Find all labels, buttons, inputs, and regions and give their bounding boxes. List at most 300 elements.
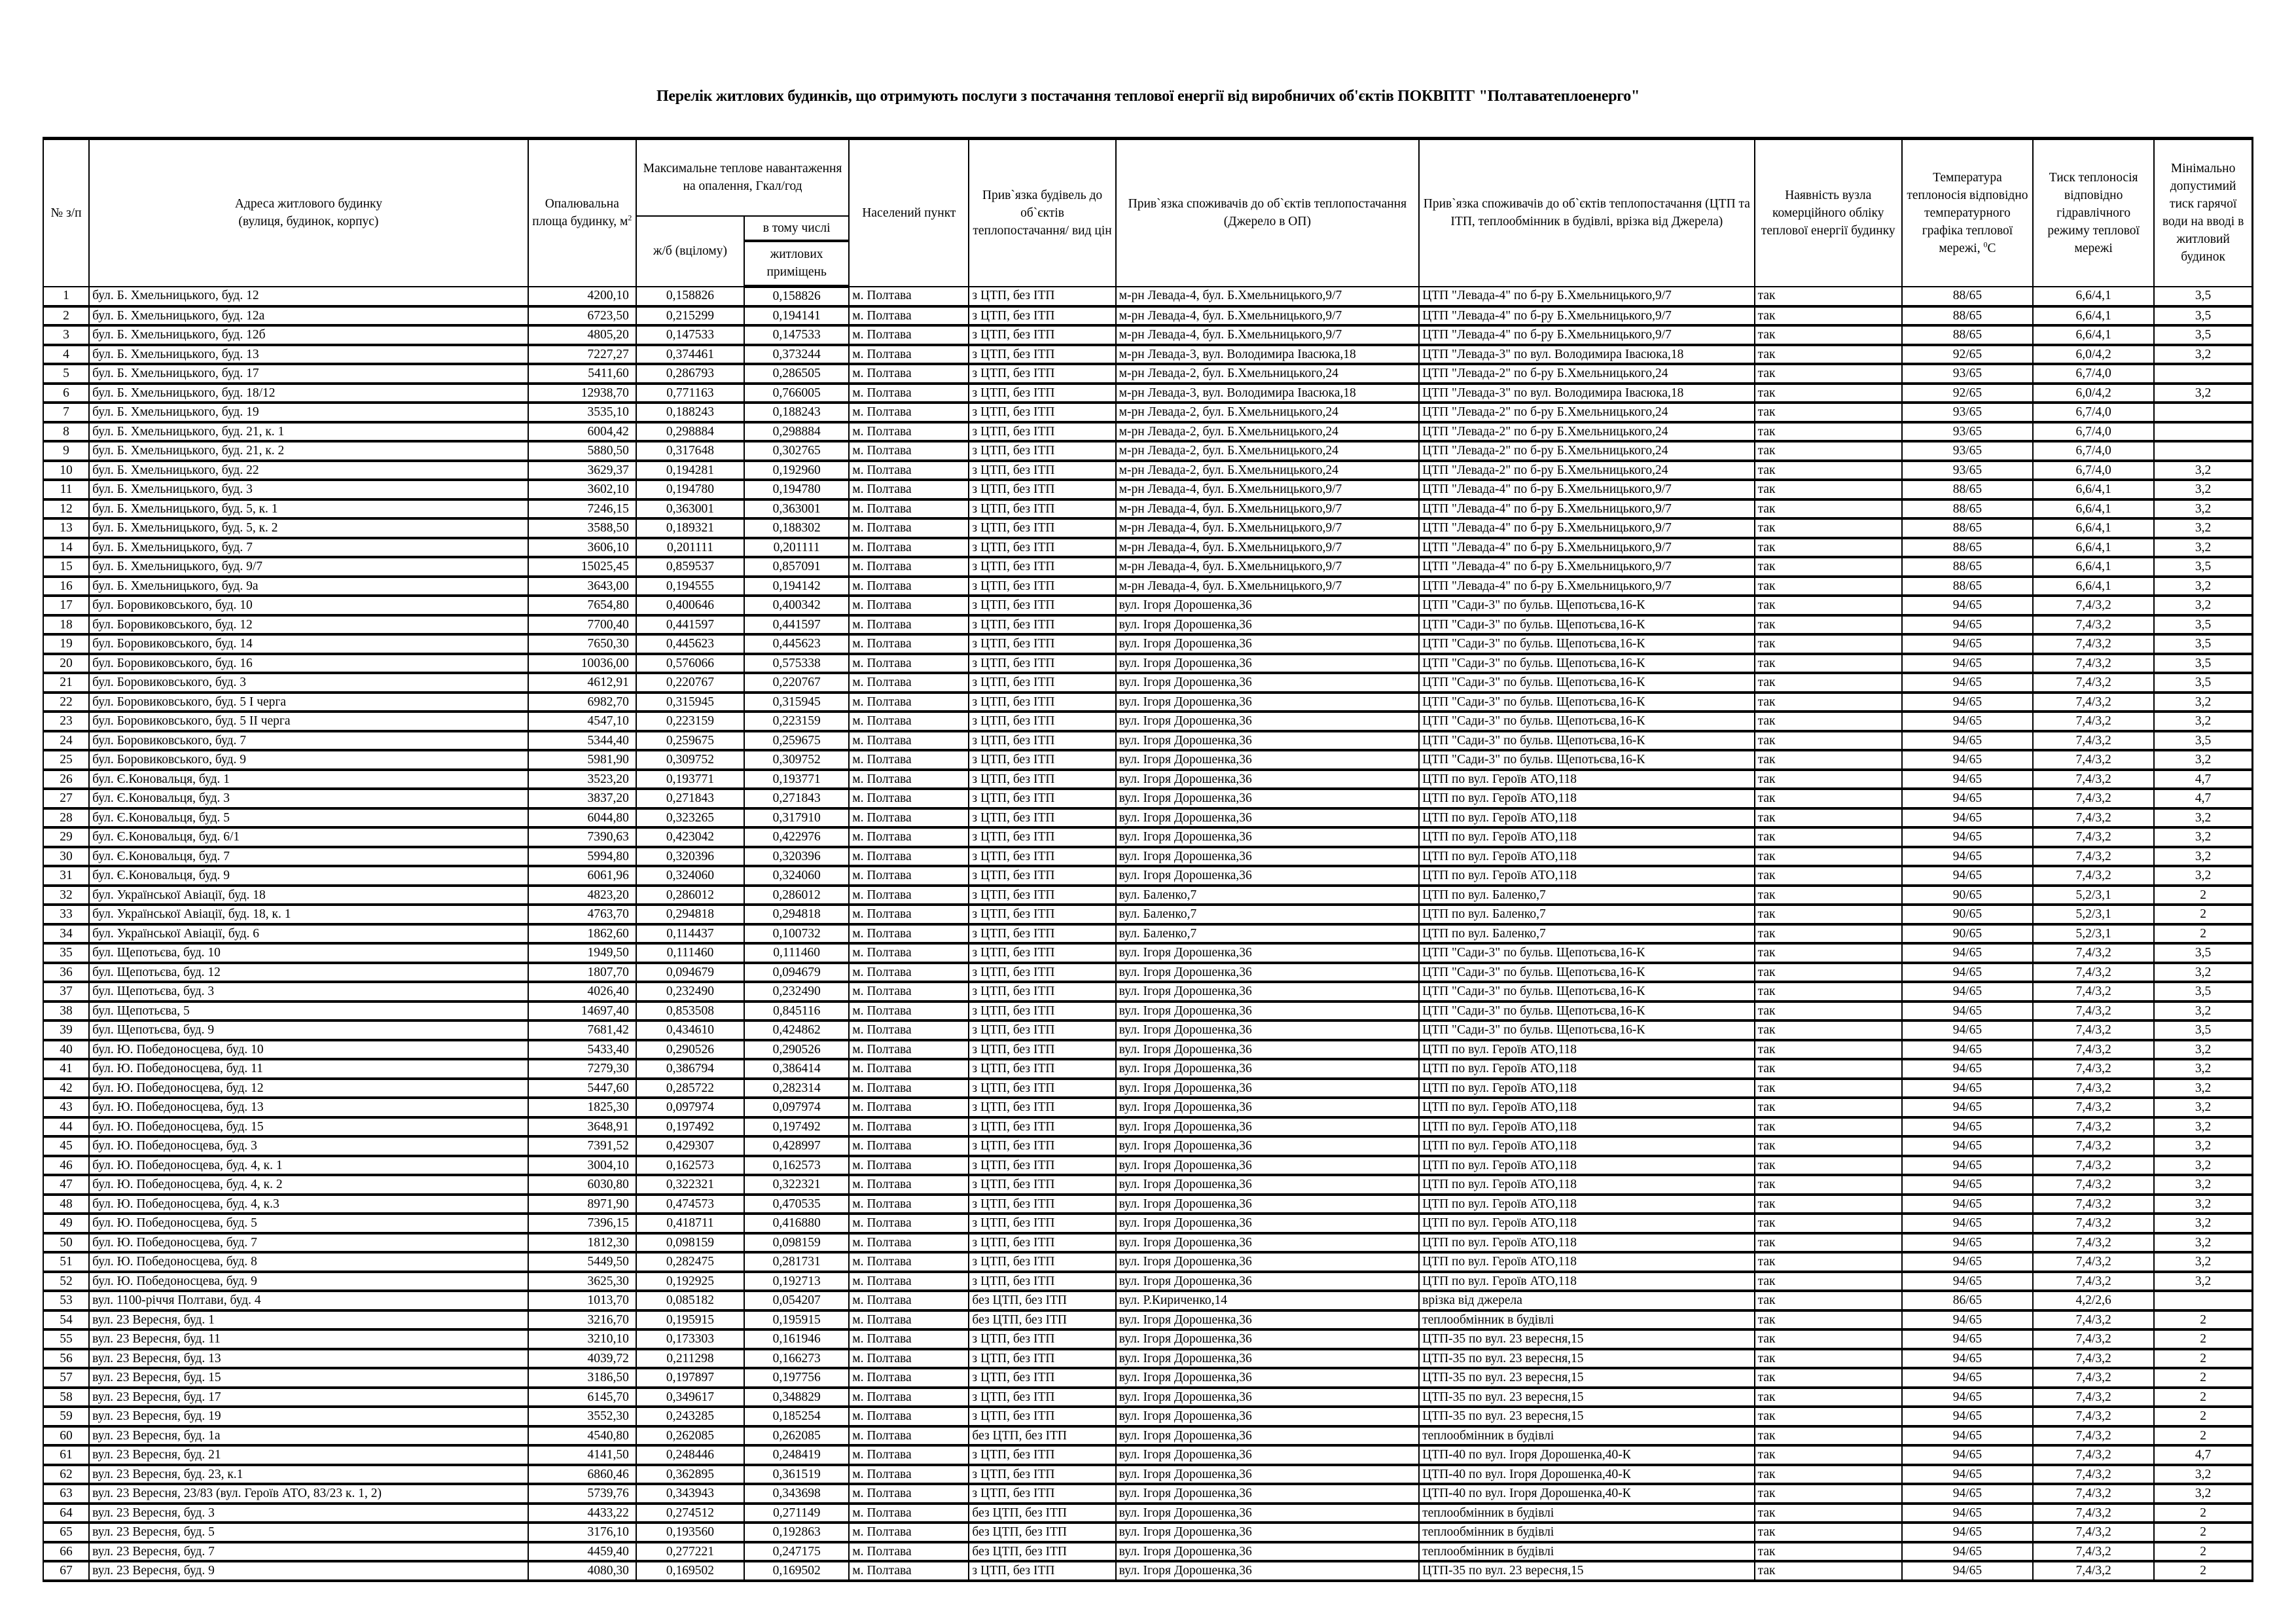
cell-heated-area: 4459,40	[528, 1542, 636, 1562]
cell-pressure-mode: 7,4/3,2	[2033, 1195, 2154, 1214]
cell-pressure-mode: 7,4/3,2	[2033, 1561, 2154, 1581]
table-row	[43, 1445, 2253, 1465]
cell-settlement: м. Полтава	[849, 384, 969, 403]
cell-metering-status: так	[1755, 827, 1902, 847]
cell-min-pressure: 3,2	[2154, 538, 2252, 558]
cell-temperature-schedule: 94/65	[1902, 1349, 2033, 1369]
cell-ctp-binding: ЦТП "Левада-4" по б-ру Б.Хмельницького,9/7	[1419, 325, 1755, 345]
cell-settlement: м. Полтава	[849, 847, 969, 867]
cell-address: бул. Боровиковського, буд. 5 І черга	[89, 693, 528, 712]
cell-building-binding: з ЦТП, без ІТП	[969, 1156, 1115, 1176]
cell-row-number: 30	[43, 847, 89, 867]
cell-row-number: 23	[43, 712, 89, 731]
cell-pressure-mode: 7,4/3,2	[2033, 808, 2154, 828]
cell-source-binding: вул. Ігоря Дорошенка,36	[1116, 1349, 1419, 1369]
cell-load-residential: 0,309752	[744, 750, 849, 770]
cell-load-total: 0,322321	[636, 1175, 744, 1195]
cell-load-total: 0,271843	[636, 789, 744, 808]
table-row	[43, 557, 2253, 577]
cell-address: вул. 23 Вересня, буд. 13	[89, 1349, 528, 1369]
cell-ctp-binding: ЦТП "Левада-4" по б-ру Б.Хмельницького,9/7	[1419, 306, 1755, 326]
cell-settlement: м. Полтава	[849, 364, 969, 384]
cell-settlement: м. Полтава	[849, 538, 969, 558]
cell-temperature-schedule: 94/65	[1902, 770, 2033, 789]
cell-load-total: 0,188243	[636, 403, 744, 422]
cell-load-total: 0,363001	[636, 499, 744, 519]
cell-ctp-binding: ЦТП по вул. Героїв АТО,118	[1419, 1214, 1755, 1233]
cell-settlement: м. Полтава	[849, 982, 969, 1001]
table-row	[43, 1349, 2253, 1369]
cell-load-total: 0,434610	[636, 1020, 744, 1040]
cell-temperature-schedule: 94/65	[1902, 1388, 2033, 1407]
cell-load-total: 0,223159	[636, 712, 744, 731]
cell-row-number: 64	[43, 1504, 89, 1523]
cell-settlement: м. Полтава	[849, 306, 969, 326]
cell-source-binding: вул. Ігоря Дорошенка,36	[1116, 1329, 1419, 1349]
cell-ctp-binding: ЦТП "Левада-4" по б-ру Б.Хмельницького,9/7	[1419, 557, 1755, 577]
cell-load-total: 0,169502	[636, 1561, 744, 1581]
cell-source-binding: вул. Ігоря Дорошенка,36	[1116, 1156, 1419, 1176]
table-row	[43, 1020, 2253, 1040]
cell-temperature-schedule: 90/65	[1902, 905, 2033, 924]
cell-address: бул. Ю. Победоносцева, буд. 4, к. 2	[89, 1175, 528, 1195]
cell-load-total: 0,173303	[636, 1329, 744, 1349]
cell-settlement: м. Полтава	[849, 1445, 969, 1465]
cell-min-pressure: 2	[2154, 924, 2252, 944]
cell-row-number: 39	[43, 1020, 89, 1040]
cell-load-total: 0,243285	[636, 1407, 744, 1426]
cell-building-binding: з ЦТП, без ІТП	[969, 1195, 1115, 1214]
cell-source-binding: вул. Ігоря Дорошенка,36	[1116, 1175, 1419, 1195]
cell-load-residential: 0,193771	[744, 770, 849, 789]
cell-row-number: 10	[43, 461, 89, 480]
cell-pressure-mode: 5,2/3,1	[2033, 924, 2154, 944]
cell-heated-area: 4433,22	[528, 1504, 636, 1523]
cell-load-total: 0,286012	[636, 886, 744, 905]
cell-metering-status: так	[1755, 982, 1902, 1001]
cell-pressure-mode: 7,4/3,2	[2033, 789, 2154, 808]
header-max-load: Максимальне теплове навантаження на опалення, Гкал/год	[636, 139, 849, 216]
cell-load-total: 0,192925	[636, 1272, 744, 1291]
table-row	[43, 461, 2253, 480]
table-body	[43, 287, 2253, 1581]
cell-heated-area: 3004,10	[528, 1156, 636, 1176]
cell-settlement: м. Полтава	[849, 287, 969, 306]
cell-row-number: 29	[43, 827, 89, 847]
cell-heated-area: 5994,80	[528, 847, 636, 867]
cell-building-binding: з ЦТП, без ІТП	[969, 1349, 1115, 1369]
table-row	[43, 1407, 2253, 1426]
cell-temperature-schedule: 94/65	[1902, 1020, 2033, 1040]
cell-row-number: 67	[43, 1561, 89, 1581]
cell-settlement: м. Полтава	[849, 615, 969, 635]
cell-building-binding: з ЦТП, без ІТП	[969, 654, 1115, 674]
cell-pressure-mode: 7,4/3,2	[2033, 1329, 2154, 1349]
cell-address: бул. Української Авіації, буд. 6	[89, 924, 528, 944]
cell-load-residential: 0,185254	[744, 1407, 849, 1426]
cell-load-residential: 0,290526	[744, 1040, 849, 1060]
cell-ctp-binding: ЦТП-35 по вул. 23 вересня,15	[1419, 1561, 1755, 1581]
cell-ctp-binding: ЦТП "Левада-2" по б-ру Б.Хмельницького,24	[1419, 422, 1755, 442]
cell-settlement: м. Полтава	[849, 905, 969, 924]
cell-source-binding: вул. Ігоря Дорошенка,36	[1116, 1233, 1419, 1253]
cell-metering-status: так	[1755, 1136, 1902, 1156]
cell-settlement: м. Полтава	[849, 770, 969, 789]
cell-settlement: м. Полтава	[849, 1059, 969, 1079]
cell-temperature-schedule: 94/65	[1902, 1407, 2033, 1426]
cell-source-binding: м-рн Левада-4, бул. Б.Хмельницького,9/7	[1116, 480, 1419, 499]
cell-building-binding: з ЦТП, без ІТП	[969, 905, 1115, 924]
cell-metering-status: так	[1755, 615, 1902, 635]
cell-heated-area: 7246,15	[528, 499, 636, 519]
cell-ctp-binding: ЦТП по вул. Героїв АТО,118	[1419, 770, 1755, 789]
cell-address: вул. 23 Вересня, буд. 21	[89, 1445, 528, 1465]
cell-ctp-binding: ЦТП "Левада-4" по б-ру Б.Хмельницького,9/7	[1419, 518, 1755, 538]
cell-address: бул. Є.Коновальця, буд. 5	[89, 808, 528, 828]
table-row	[43, 364, 2253, 384]
cell-heated-area: 7650,30	[528, 634, 636, 654]
cell-heated-area: 6860,46	[528, 1465, 636, 1485]
cell-ctp-binding: ЦТП по вул. Героїв АТО,118	[1419, 866, 1755, 886]
cell-address: бул. Б. Хмельницького, буд. 5, к. 1	[89, 499, 528, 519]
cell-row-number: 14	[43, 538, 89, 558]
cell-load-residential: 0,470535	[744, 1195, 849, 1214]
cell-address: бул. Б. Хмельницького, буд. 12а	[89, 306, 528, 326]
cell-pressure-mode: 7,4/3,2	[2033, 1079, 2154, 1098]
cell-metering-status: так	[1755, 480, 1902, 499]
cell-source-binding: вул. Ігоря Дорошенка,36	[1116, 770, 1419, 789]
cell-ctp-binding: теплообмінник в будівлі	[1419, 1523, 1755, 1542]
cell-row-number: 56	[43, 1349, 89, 1369]
cell-pressure-mode: 7,4/3,2	[2033, 1098, 2154, 1117]
cell-temperature-schedule: 94/65	[1902, 1059, 2033, 1079]
cell-min-pressure: 3,2	[2154, 384, 2252, 403]
cell-pressure-mode: 6,0/4,2	[2033, 345, 2154, 365]
cell-source-binding: вул. Ігоря Дорошенка,36	[1116, 1001, 1419, 1021]
cell-address: бул. Ю. Победоносцева, буд. 4, к. 1	[89, 1156, 528, 1176]
cell-building-binding: з ЦТП, без ІТП	[969, 499, 1115, 519]
cell-settlement: м. Полтава	[849, 712, 969, 731]
cell-settlement: м. Полтава	[849, 1175, 969, 1195]
cell-ctp-binding: ЦТП по вул. Героїв АТО,118	[1419, 789, 1755, 808]
cell-heated-area: 6044,80	[528, 808, 636, 828]
cell-load-residential: 0,192863	[744, 1523, 849, 1542]
cell-load-total: 0,349617	[636, 1388, 744, 1407]
cell-row-number: 25	[43, 750, 89, 770]
cell-min-pressure: 3,5	[2154, 654, 2252, 674]
cell-row-number: 37	[43, 982, 89, 1001]
cell-min-pressure: 3,2	[2154, 1195, 2252, 1214]
cell-load-total: 0,320396	[636, 847, 744, 867]
cell-address: вул. 23 Вересня, буд. 5	[89, 1523, 528, 1542]
cell-load-total: 0,418711	[636, 1214, 744, 1233]
cell-row-number: 61	[43, 1445, 89, 1465]
cell-source-binding: вул. Ігоря Дорошенка,36	[1116, 731, 1419, 751]
cell-metering-status: так	[1755, 1040, 1902, 1060]
cell-settlement: м. Полтава	[849, 924, 969, 944]
cell-settlement: м. Полтава	[849, 1156, 969, 1176]
cell-load-residential: 0,766005	[744, 384, 849, 403]
table-row	[43, 1079, 2253, 1098]
cell-heated-area: 15025,45	[528, 557, 636, 577]
cell-address: бул. Б. Хмельницького, буд. 21, к. 2	[89, 441, 528, 461]
table-row	[43, 422, 2253, 442]
cell-ctp-binding: ЦТП "Сади-3" по бульв. Щепотьєва,16-К	[1419, 731, 1755, 751]
table-row	[43, 1368, 2253, 1388]
cell-row-number: 8	[43, 422, 89, 442]
table-row	[43, 1001, 2253, 1021]
cell-metering-status: так	[1755, 1561, 1902, 1581]
cell-temperature-schedule: 88/65	[1902, 480, 2033, 499]
cell-heated-area: 1825,30	[528, 1098, 636, 1117]
cell-load-residential: 0,320396	[744, 847, 849, 867]
cell-heated-area: 1949,50	[528, 943, 636, 963]
cell-heated-area: 4805,20	[528, 325, 636, 345]
cell-row-number: 46	[43, 1156, 89, 1176]
cell-load-residential: 0,857091	[744, 557, 849, 577]
cell-settlement: м. Полтава	[849, 654, 969, 674]
cell-temperature-schedule: 93/65	[1902, 461, 2033, 480]
cell-metering-status: так	[1755, 499, 1902, 519]
cell-min-pressure: 2	[2154, 905, 2252, 924]
cell-settlement: м. Полтава	[849, 693, 969, 712]
cell-source-binding: м-рн Левада-4, бул. Б.Хмельницького,9/7	[1116, 325, 1419, 345]
cell-settlement: м. Полтава	[849, 557, 969, 577]
cell-building-binding: з ЦТП, без ІТП	[969, 1098, 1115, 1117]
cell-row-number: 3	[43, 325, 89, 345]
cell-address: бул. Ю. Победоносцева, буд. 15	[89, 1117, 528, 1137]
cell-address: бул. Б. Хмельницького, буд. 5, к. 2	[89, 518, 528, 538]
cell-pressure-mode: 6,6/4,1	[2033, 306, 2154, 326]
cell-address: бул. Ю. Победоносцева, буд. 5	[89, 1214, 528, 1233]
cell-load-total: 0,114437	[636, 924, 744, 944]
cell-settlement: м. Полтава	[849, 1484, 969, 1504]
cell-load-residential: 0,441597	[744, 615, 849, 635]
cell-temperature-schedule: 88/65	[1902, 325, 2033, 345]
cell-min-pressure: 3,2	[2154, 1079, 2252, 1098]
table-row	[43, 1465, 2253, 1485]
cell-pressure-mode: 7,4/3,2	[2033, 693, 2154, 712]
cell-ctp-binding: ЦТП "Сади-3" по бульв. Щепотьєва,16-К	[1419, 750, 1755, 770]
header-address-line2: (вулиця, будинок, корпус)	[238, 215, 379, 229]
cell-building-binding: з ЦТП, без ІТП	[969, 1465, 1115, 1485]
cell-settlement: м. Полтава	[849, 422, 969, 442]
cell-address: бул. Боровиковського, буд. 10	[89, 596, 528, 615]
cell-heated-area: 6982,70	[528, 693, 636, 712]
cell-temperature-schedule: 94/65	[1902, 943, 2033, 963]
cell-load-total: 0,274512	[636, 1504, 744, 1523]
cell-load-total: 0,298884	[636, 422, 744, 442]
cell-address: бул. Ю. Победоносцева, буд. 8	[89, 1252, 528, 1272]
cell-ctp-binding: ЦТП по вул. Баленко,7	[1419, 905, 1755, 924]
cell-load-residential: 0,373244	[744, 345, 849, 365]
cell-load-total: 0,324060	[636, 866, 744, 886]
cell-load-residential: 0,188243	[744, 403, 849, 422]
cell-source-binding: вул. Ігоря Дорошенка,36	[1116, 1252, 1419, 1272]
cell-building-binding: з ЦТП, без ІТП	[969, 480, 1115, 499]
cell-pressure-mode: 7,4/3,2	[2033, 1252, 2154, 1272]
cell-load-total: 0,474573	[636, 1195, 744, 1214]
cell-source-binding: вул. Ігоря Дорошенка,36	[1116, 693, 1419, 712]
cell-load-total: 0,193771	[636, 770, 744, 789]
cell-temperature-schedule: 94/65	[1902, 1368, 2033, 1388]
cell-load-residential: 0,094679	[744, 963, 849, 983]
table-row	[43, 1504, 2253, 1523]
cell-pressure-mode: 7,4/3,2	[2033, 1484, 2154, 1504]
cell-address: бул. Боровиковського, буд. 7	[89, 731, 528, 751]
cell-row-number: 5	[43, 364, 89, 384]
cell-min-pressure: 2	[2154, 1426, 2252, 1446]
cell-source-binding: вул. Ігоря Дорошенка,36	[1116, 1020, 1419, 1040]
cell-row-number: 28	[43, 808, 89, 828]
cell-address: бул. Б. Хмельницького, буд. 18/12	[89, 384, 528, 403]
cell-ctp-binding: ЦТП по вул. Героїв АТО,118	[1419, 1156, 1755, 1176]
cell-min-pressure: 2	[2154, 1388, 2252, 1407]
cell-ctp-binding: ЦТП-35 по вул. 23 вересня,15	[1419, 1349, 1755, 1369]
cell-load-residential: 0,400342	[744, 596, 849, 615]
cell-row-number: 13	[43, 518, 89, 538]
cell-row-number: 12	[43, 499, 89, 519]
cell-min-pressure	[2154, 422, 2252, 442]
cell-min-pressure	[2154, 1291, 2252, 1310]
cell-heated-area: 7279,30	[528, 1059, 636, 1079]
cell-settlement: м. Полтава	[849, 1272, 969, 1291]
cell-min-pressure: 3,2	[2154, 480, 2252, 499]
cell-heated-area: 4141,50	[528, 1445, 636, 1465]
cell-heated-area: 7654,80	[528, 596, 636, 615]
cell-load-total: 0,194555	[636, 577, 744, 596]
table-row	[43, 905, 2253, 924]
cell-source-binding: м-рн Левада-3, вул. Володимира Івасюка,18	[1116, 345, 1419, 365]
cell-min-pressure: 3,2	[2154, 1252, 2252, 1272]
cell-row-number: 17	[43, 596, 89, 615]
cell-pressure-mode: 6,6/4,1	[2033, 538, 2154, 558]
cell-ctp-binding: ЦТП "Сади-3" по бульв. Щепотьєва,16-К	[1419, 982, 1755, 1001]
cell-source-binding: м-рн Левада-4, бул. Б.Хмельницького,9/7	[1116, 538, 1419, 558]
cell-pressure-mode: 7,4/3,2	[2033, 1233, 2154, 1253]
cell-ctp-binding: ЦТП "Левада-4" по б-ру Б.Хмельницького,9/7	[1419, 577, 1755, 596]
cell-min-pressure: 3,2	[2154, 1272, 2252, 1291]
cell-row-number: 4	[43, 345, 89, 365]
table-row	[43, 1233, 2253, 1253]
cell-temperature-schedule: 94/65	[1902, 827, 2033, 847]
header-binding-buildings: Прив`язка будівель до об`єктів теплопостачання/ вид цін	[969, 139, 1115, 287]
table-row	[43, 789, 2253, 808]
cell-building-binding: з ЦТП, без ІТП	[969, 1079, 1115, 1098]
table-row	[43, 538, 2253, 558]
cell-address: бул. Щепотьєва, буд. 10	[89, 943, 528, 963]
cell-load-residential: 0,281731	[744, 1252, 849, 1272]
cell-building-binding: без ЦТП, без ІТП	[969, 1504, 1115, 1523]
cell-source-binding: вул. Ігоря Дорошенка,36	[1116, 1561, 1419, 1581]
cell-settlement: м. Полтава	[849, 1368, 969, 1388]
cell-building-binding: з ЦТП, без ІТП	[969, 403, 1115, 422]
cell-pressure-mode: 7,4/3,2	[2033, 1020, 2154, 1040]
table-row	[43, 1272, 2253, 1291]
cell-metering-status: так	[1755, 886, 1902, 905]
cell-address: бул. Ю. Победоносцева, буд. 12	[89, 1079, 528, 1098]
cell-load-total: 0,294818	[636, 905, 744, 924]
cell-heated-area: 6061,96	[528, 866, 636, 886]
cell-building-binding: з ЦТП, без ІТП	[969, 577, 1115, 596]
cell-temperature-schedule: 94/65	[1902, 1117, 2033, 1137]
cell-settlement: м. Полтава	[849, 1117, 969, 1137]
cell-min-pressure: 2	[2154, 1329, 2252, 1349]
cell-min-pressure: 3,2	[2154, 1059, 2252, 1079]
cell-heated-area: 3643,00	[528, 577, 636, 596]
cell-min-pressure: 3,2	[2154, 712, 2252, 731]
cell-row-number: 35	[43, 943, 89, 963]
cell-temperature-schedule: 94/65	[1902, 1465, 2033, 1485]
cell-heated-area: 7396,15	[528, 1214, 636, 1233]
cell-ctp-binding: ЦТП-35 по вул. 23 вересня,15	[1419, 1368, 1755, 1388]
cell-building-binding: без ЦТП, без ІТП	[969, 1523, 1115, 1542]
cell-min-pressure: 3,5	[2154, 943, 2252, 963]
cell-pressure-mode: 7,4/3,2	[2033, 750, 2154, 770]
cell-row-number: 55	[43, 1329, 89, 1349]
cell-pressure-mode: 7,4/3,2	[2033, 1001, 2154, 1021]
cell-load-residential: 0,111460	[744, 943, 849, 963]
table-row	[43, 1117, 2253, 1137]
cell-settlement: м. Полтава	[849, 943, 969, 963]
cell-temperature-schedule: 94/65	[1902, 1136, 2033, 1156]
cell-load-total: 0,374461	[636, 345, 744, 365]
cell-building-binding: з ЦТП, без ІТП	[969, 1252, 1115, 1272]
cell-min-pressure: 3,5	[2154, 731, 2252, 751]
cell-address: вул. 23 Вересня, буд. 3	[89, 1504, 528, 1523]
cell-building-binding: з ЦТП, без ІТП	[969, 1040, 1115, 1060]
cell-load-total: 0,441597	[636, 615, 744, 635]
cell-source-binding: вул. Баленко,7	[1116, 886, 1419, 905]
table-row	[43, 1426, 2253, 1446]
cell-address: бул. Є.Коновальця, буд. 6/1	[89, 827, 528, 847]
cell-temperature-schedule: 94/65	[1902, 1272, 2033, 1291]
cell-settlement: м. Полтава	[849, 1523, 969, 1542]
cell-pressure-mode: 7,4/3,2	[2033, 1310, 2154, 1330]
cell-source-binding: вул. Ігоря Дорошенка,36	[1116, 1195, 1419, 1214]
cell-heated-area: 6145,70	[528, 1388, 636, 1407]
cell-metering-status: так	[1755, 1329, 1902, 1349]
cell-metering-status: так	[1755, 963, 1902, 983]
cell-heated-area: 7390,63	[528, 827, 636, 847]
cell-source-binding: вул. Ігоря Дорошенка,36	[1116, 750, 1419, 770]
cell-building-binding: з ЦТП, без ІТП	[969, 325, 1115, 345]
cell-settlement: м. Полтава	[849, 1136, 969, 1156]
cell-ctp-binding: ЦТП по вул. Баленко,7	[1419, 886, 1755, 905]
cell-heated-area: 3588,50	[528, 518, 636, 538]
header-address-line1: Адреса житлового будинку	[234, 197, 382, 211]
cell-metering-status: так	[1755, 1195, 1902, 1214]
header-metering: Наявність вузла комерційного обліку теплової енергії будинку	[1755, 139, 1902, 287]
cell-settlement: м. Полтава	[849, 480, 969, 499]
cell-building-binding: з ЦТП, без ІТП	[969, 1136, 1115, 1156]
cell-temperature-schedule: 94/65	[1902, 693, 2033, 712]
header-temperature-deg: 0	[1983, 240, 1988, 249]
cell-settlement: м. Полтава	[849, 1195, 969, 1214]
cell-heated-area: 4026,40	[528, 982, 636, 1001]
cell-pressure-mode: 7,4/3,2	[2033, 943, 2154, 963]
cell-temperature-schedule: 88/65	[1902, 518, 2033, 538]
cell-pressure-mode: 7,4/3,2	[2033, 1272, 2154, 1291]
cell-ctp-binding: ЦТП "Левада-4" по б-ру Б.Хмельницького,9/7	[1419, 480, 1755, 499]
cell-load-residential: 0,286505	[744, 364, 849, 384]
cell-pressure-mode: 7,4/3,2	[2033, 1426, 2154, 1446]
cell-metering-status: так	[1755, 750, 1902, 770]
cell-ctp-binding: ЦТП по вул. Героїв АТО,118	[1419, 1079, 1755, 1098]
cell-heated-area: 6723,50	[528, 306, 636, 326]
cell-building-binding: з ЦТП, без ІТП	[969, 1059, 1115, 1079]
cell-load-residential: 0,315945	[744, 693, 849, 712]
